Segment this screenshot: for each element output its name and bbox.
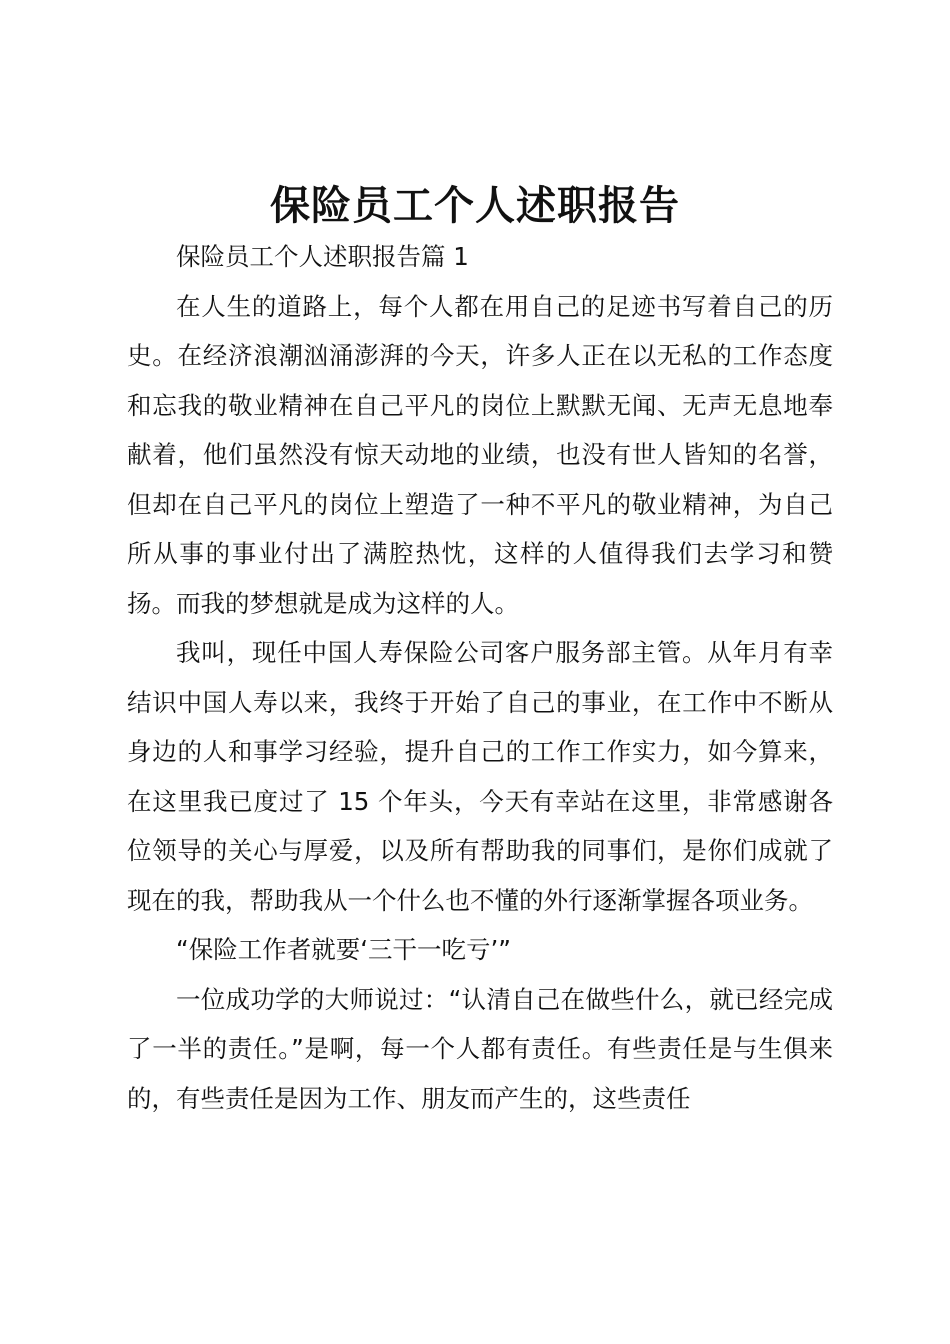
document-title: 保险员工个人述职报告 bbox=[270, 182, 680, 229]
section-heading: 保险员工个人述职报告篇 1 bbox=[176, 242, 469, 271]
paragraph-4: 一位成功学的大师说过：“认清自己在做些什么，就已经完成了一半的责任。”是啊，每一个人都有责任。有些责任是与生俱来的，有些责任是因为工作、朋友而产生的，这些责任 bbox=[127, 984, 833, 1113]
paragraph-2: 我叫，现任中国人寿保险公司客户服务部主管。从年月有幸结识中国人寿以来，我终于开始了自己的事业，在工作中不断从身边的人和事学习经验，提升自己的工作工作实力，如今算来，在这里我已度过了 15 个年头，今天有幸站在这里，非常感谢各位领导的关心与厚爱，以及所有帮助我的同事们，是你们成就了现在的我，帮助我从一个什么也不懂的外行逐渐掌握各项业务。 bbox=[127, 638, 833, 915]
document-body bbox=[127, 232, 833, 1123]
paragraph-1: 在人生的道路上，每个人都在用自己的足迹书写着自己的历史。在经济浪潮汹涌澎湃的今天，许多人正在以无私的工作态度和忘我的敬业精神在自己平凡的岗位上默默无闻、无声无息地奉献着，他们虽然没有惊天动地的业绩，也没有世人皆知的名誉，但却在自己平凡的岗位上塑造了一种不平凡的敬业精神，为自己所从事的事业付出了满腔热忱，这样的人值得我们去学习和赞扬。而我的梦想就是成为这样的人。 bbox=[127, 291, 833, 618]
paragraph-3: “保险工作者就要‘三干一吃亏’” bbox=[176, 935, 511, 964]
